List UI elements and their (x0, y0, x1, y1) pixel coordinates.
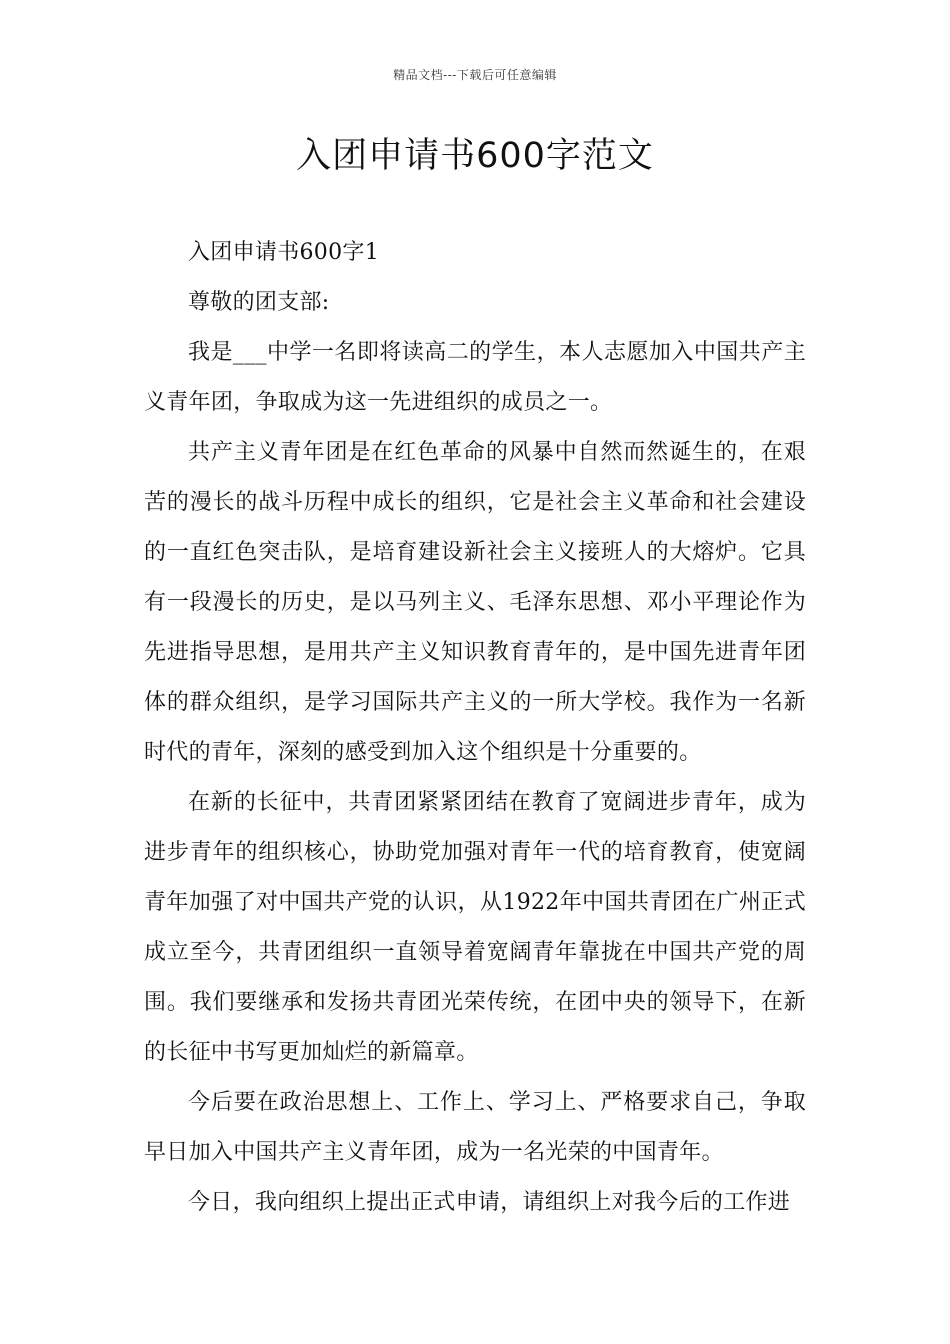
document-body (144, 228, 806, 1228)
paragraph: 今日，我向组织上提出正式申请，请组织上对我今后的工作进 (188, 1190, 791, 1215)
document-title: 入团申请书600字范文 (296, 136, 654, 176)
paragraph-subtitle: 入团申请书600字1 (188, 240, 379, 265)
paragraph: 共产主义青年团是在红色革命的风暴中自然而然诞生的，在艰苦的漫长的战斗历程中成长的组织，它是社会主义革命和社会建设的一直红色突击队，是培育建设新社会主义接班人的大熔炉。它具有一段漫长的历史，是以马列主义、毛泽东思想、邓小平理论作为先进指导思想，是用共产主义知识教育青年的，是中国先进青年团体的群众组织，是学习国际共产主义的一所大学校。我作为一名新时代的青年，深刻的感受到加入这个组织是十分重要的。 (144, 440, 806, 765)
paragraph: 我是___中学一名即将读高二的学生，本人志愿加入中国共产主义青年团，争取成为这一先进组织的成员之一。 (144, 340, 806, 415)
header-note: 精品文档---下载后可任意编辑 (393, 68, 557, 82)
paragraph-salutation: 尊敬的团支部: (188, 290, 330, 315)
paragraph: 今后要在政治思想上、工作上、学习上、严格要求自己，争取早日加入中国共产主义青年团，成为一名光荣的中国青年。 (144, 1090, 806, 1165)
paragraph: 在新的长征中，共青团紧紧团结在教育了宽阔进步青年，成为进步青年的组织核心，协助党加强对青年一代的培育教育，使宽阔青年加强了对中国共产党的认识，从1922年中国共青团在广州正式成立至今，共青团组织一直领导着宽阔青年靠拢在中国共产党的周围。我们要继承和发扬共青团光荣传统，在团中央的领导下，在新的长征中书写更加灿烂的新篇章。 (144, 790, 806, 1065)
